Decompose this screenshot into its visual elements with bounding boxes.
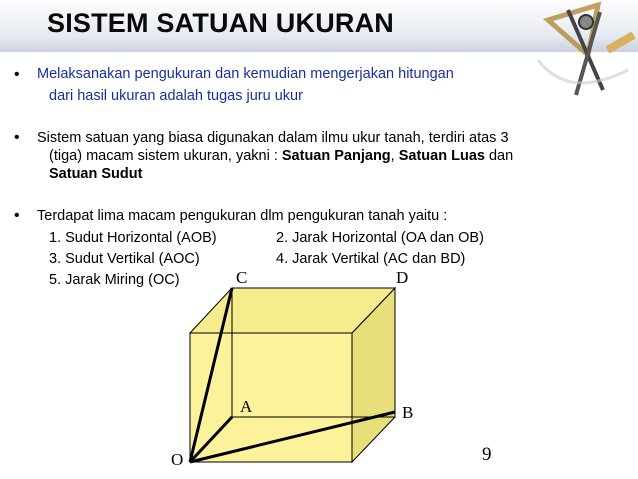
- bold-satuan-luas: Satuan Luas: [398, 148, 485, 164]
- bullet-1-line-1: Melaksanakan pengukuran dan kemudian mengerjakan hitungan: [37, 66, 454, 82]
- measurement-item-3: 3. Sudut Vertikal (AOC): [49, 251, 200, 267]
- label-c: C: [236, 268, 248, 287]
- label-a: A: [240, 397, 253, 416]
- measurement-item-1: 1. Sudut Horizontal (AOB): [49, 230, 217, 246]
- page-number: 9: [482, 444, 492, 465]
- bullet-1-line-2: dari hasil ukuran adalah tugas juru ukur: [49, 88, 303, 104]
- slide-title: SISTEM SATUAN UKURAN: [47, 8, 394, 38]
- bullet-marker: •: [14, 207, 20, 224]
- label-b: B: [402, 403, 414, 422]
- bullet-2-line-2: (tiga) macam sistem ukuran, yakni : Satuan Panjang, Satuan Luas dan: [49, 148, 514, 164]
- bullet-2-line-1: Sistem satuan yang biasa digunakan dalam ilmu ukur tanah, terdiri atas 3: [37, 130, 509, 146]
- measurement-item-5: 5. Jarak Miring (OC): [49, 272, 180, 288]
- bullet-3-line-1: Terdapat lima macam pengukuran dlm pengukuran tanah yaitu :: [37, 208, 448, 224]
- bold-satuan-panjang: Satuan Panjang: [281, 148, 391, 164]
- label-o: O: [171, 450, 184, 469]
- measurement-item-4: 4. Jarak Vertikal (AC dan BD): [276, 251, 466, 267]
- bullet-marker: •: [14, 66, 20, 83]
- bullet-marker: •: [14, 129, 20, 146]
- measurement-item-2: 2. Jarak Horizontal (OA dan OB): [276, 230, 484, 246]
- label-d: D: [396, 268, 409, 287]
- bold-satuan-sudut: Satuan Sudut: [49, 166, 143, 182]
